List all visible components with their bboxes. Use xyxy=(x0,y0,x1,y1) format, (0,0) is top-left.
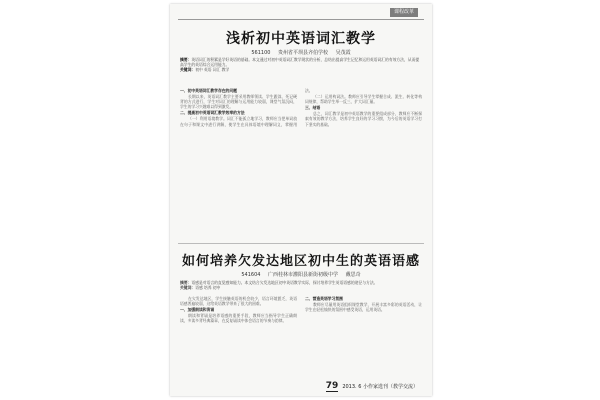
article1-code: 561100 xyxy=(251,50,271,56)
article1-section-heading: 二、提高初中英语词汇教学效率的方法 xyxy=(180,110,245,116)
article2-abstract-text: 语感是对语言的直觉感知能力。本文结合欠发达地区初中英语教学实际，探讨培养学生英语语感的途径与方法。 xyxy=(191,280,378,285)
article2-code: 541604 xyxy=(241,272,261,278)
journal-page xyxy=(170,4,432,396)
article1-abstract-label: 摘要： xyxy=(180,57,192,62)
article1-paragraph: 总之，词汇教学是初中英语教学的重要组成部分，教师应不断探索有效的教学方法，培养学生良好的学习习惯，为今后的英语学习打下坚实的基础。 xyxy=(305,111,422,127)
article2-keywords: 语感 培养 初中 xyxy=(195,285,221,290)
page-number: 79 xyxy=(325,381,339,391)
article2-author: 戴思奇 xyxy=(345,272,361,278)
article1-body xyxy=(180,88,422,238)
article2-section-heading: 一、加强朗读和背诵 xyxy=(180,307,215,313)
article2-paragraph: 在欠发达地区，学生接触英语的机会较少，语言环境匮乏，英语语感普遍较弱，这给英语教学带来了很大的困难。 xyxy=(180,296,297,307)
page-footer xyxy=(326,381,418,392)
article2-affiliation: 广西桂林市灌阳县新街初级中学 xyxy=(268,272,339,278)
article1-section-heading: 一、初中英语词汇教学存在的问题 xyxy=(180,88,237,93)
journal-name: 2013. 6 小作家选刊（教学交流） xyxy=(342,384,418,390)
article1-keywords: 初中 英语 词汇 教学 xyxy=(195,67,230,72)
article1-abstract xyxy=(180,57,422,72)
article2-abstract-label: 摘要： xyxy=(180,280,192,285)
article1-title: 浅析初中英语词汇教学 xyxy=(226,31,376,47)
article2-keywords-label: 关键词： xyxy=(180,285,196,290)
article2-title: 如何培养欠发达地区初中生的英语语感 xyxy=(181,254,420,269)
article1-paragraph: （一）利用语境教学。词汇不能孤立地学习，教师应当把单词放在句子和课文中进行讲解，使学生在具体语境中理解词义，掌握用法。 xyxy=(180,88,313,127)
article1-abstract-text: 英语词汇的积累是学好英语的基础。本文通过对初中英语词汇教学现状的分析，总结出提高学生记忆和运用英语词汇的有效方法，从而提高学生的英语综合运用能力。 xyxy=(180,57,420,67)
article2-byline xyxy=(170,271,432,278)
article2-body xyxy=(180,296,422,376)
article1-section-heading: 三、结语 xyxy=(305,105,321,111)
article2-section-heading: 二、营造英语学习氛围 xyxy=(305,296,343,301)
article1-author: 吴茂霞 xyxy=(335,50,351,56)
article1-keywords-label: 关键词： xyxy=(180,67,196,72)
article1-paragraph: 长期以来，英语词汇教学主要采用教师领读、学生跟读、死记硬背的方式进行，学生对词汇的理解与运用能力较弱，课堂气氛沉闷，学生的学习兴趣难以得到激发。 xyxy=(180,94,297,110)
article-divider xyxy=(178,243,424,244)
article2-abstract xyxy=(180,280,422,290)
article1-affiliation: 贵州省平坝县齐伯学校 xyxy=(278,50,329,56)
article1-paragraph: （二）运用构词法。教师应引导学生掌握合成、派生、转化等构词规律，帮助学生举一反三，扩大词汇量。 xyxy=(305,94,422,105)
column-tag: 课程改革 xyxy=(390,8,418,17)
article1-byline xyxy=(170,49,432,56)
article2-paragraph: 教师应尽量用英语组织课堂教学，开展丰富多彩的英语活动，让学生在轻松愉快的氛围中感受英语，运用英语。 xyxy=(305,302,422,313)
article2-paragraph: 朗读和背诵是培养语感的重要手段，教师应当指导学生正确朗读，多读多背经典篇章，在反复诵读中体会语言的节奏与韵律。 xyxy=(180,313,297,324)
header-rule xyxy=(178,19,424,20)
